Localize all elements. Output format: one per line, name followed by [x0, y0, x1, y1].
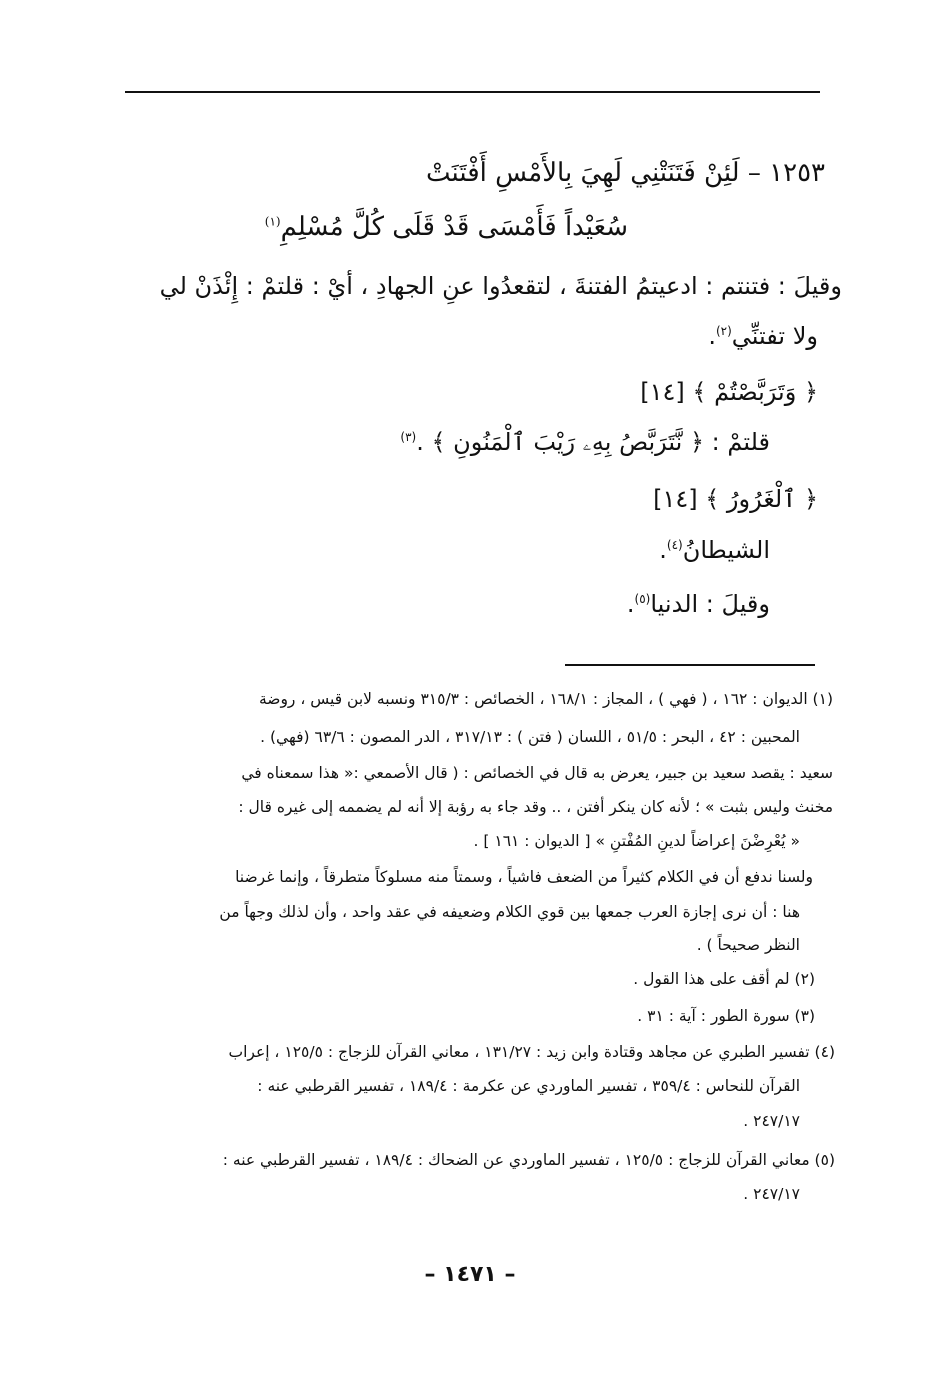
- footnote-rule: [565, 664, 815, 666]
- body-paragraph-1-line-1: وقيلَ : فتنتم : ادعيتمُ الفتنةَ ، لتقعدُوا عنِ الجهادِ ، أيْ : قلتمْ : إِئْذَنْ لي: [159, 272, 842, 300]
- footnote-ref-3: (٣): [400, 430, 417, 444]
- body-paragraph-4-text: وقيلَ : الدنيا: [650, 590, 770, 618]
- verse-line-1: ١٢٥٣ – لَئِنْ فَتَنَتْنِي لَهِيَ بِالأَمْسِ أَفْتَنَتْ: [425, 158, 825, 188]
- verse-line-2-text: سُعَيْداً فَأَمْسَى قَدْ قَلَى كُلَّ مُسْلِمِ: [280, 212, 628, 242]
- body-paragraph-3: الشيطانُ$^{(٤)}$.: [659, 536, 770, 564]
- footnote-2: (٢) لم أقف على هذا القول .: [633, 970, 815, 988]
- footnote-ref-1: (١): [264, 214, 281, 229]
- body-paragraph-1-line-2-text: ولا تفتنِّي: [731, 322, 818, 350]
- footnote-1-line-2: المحبين : ٤٢ ، البحر : ٥١/٥ ، اللسان ( فتن ) : ٣١٧/١٣ ، الدر المصون : ٦٣/٦ (فهي) .: [260, 728, 800, 746]
- body-paragraph-1-line-2-end: .: [708, 322, 716, 350]
- footnote-ref-5: (٥): [634, 592, 651, 606]
- footnote-ref-4: (٤): [666, 538, 683, 552]
- footnote-1-line-3: سعيد : يقصد سعيد بن جبير، يعرض به قال في الخصائص : ( قال الأصمعي :« هذا سمعناه في: [241, 764, 833, 782]
- verse-line-2: [265, 212, 628, 242]
- footnote-1-line-7: هنا : أن نرى إجازة العرب جمعها بين قوي الكلام وضعيفه في عقد واحد ، وأن لذلك وجهاً من: [219, 903, 800, 921]
- body-paragraph-1-line-2: [708, 322, 818, 350]
- footnote-4-line-1: (٤) تفسير الطبري عن مجاهد وقتادة وابن زيد : ١٣١/٢٧ ، معاني القرآن للزجاج : ١٢٥/٥ ، إعراب: [228, 1043, 835, 1061]
- header-rule: [125, 91, 820, 93]
- footnote-4-line-3: ٢٤٧/١٧ .: [743, 1112, 800, 1130]
- footnote-ref-2: (٢): [715, 324, 732, 338]
- footnote-3: (٣) سورة الطور : آية : ٣١ .: [637, 1007, 815, 1025]
- footnote-1-line-4: مخنث وليس بثبت » ؛ لأنه كان ينكر أفتن ، .. وقد جاء به رؤبة إلا أنه لم يضممه إلى غيره قال :: [238, 798, 833, 816]
- body-paragraph-2-text: قلتمْ : ﴿ نَّتَرَبَّصُ بِهِۦ رَيْبَ ٱلْمَنُونِ ﴾ .: [416, 428, 770, 456]
- footnote-1-line-6: ولسنا ندفع أن في الكلام كثيراً من الضعف فاشياً ، وسمتاً منه مسلوكاً متطرقاً ، وإنما غرضنا: [235, 868, 813, 886]
- footnote-4-line-2: القرآن للنحاس : ٣٥٩/٤ ، تفسير الماوردي عن عكرمة : ١٨٩/٤ ، تفسير القرطبي عنه :: [257, 1077, 800, 1095]
- footnote-1-line-1: (١) الديوان : ١٦٢ ، ( فهي ) ، المجاز : ١٦٨/١ ، الخصائص : ٣١٥/٣ ونسبه لابن قيس ، روضة: [258, 690, 833, 708]
- footnote-5-line-1: (٥) معاني القرآن للزجاج : ١٢٥/٥ ، تفسير الماوردي عن الضحاك : ١٨٩/٤ ، تفسير القرطبي عنه :: [222, 1151, 835, 1169]
- footnote-1-line-8: النظر صحيحاً ) .: [696, 936, 800, 954]
- footnote-5-line-2: ٢٤٧/١٧ .: [743, 1185, 800, 1203]
- quranic-heading-1: ﴿ وَتَرَبَّصْتُمْ ﴾ [١٤]: [640, 378, 818, 406]
- body-paragraph-2: [400, 428, 770, 456]
- quranic-heading-2: ﴿ ٱلْغَرُورُ ﴾ [١٤]: [653, 485, 818, 513]
- footnote-1-line-5: « يُعْرِضْنَ إعراضاً لدينِ المُفْتنِ » [ الديوان : ١٦١ ] .: [473, 832, 800, 850]
- page-number: – ١٤٧١ –: [424, 1262, 516, 1287]
- body-paragraph-4: وقيلَ : الدنيا$^{(٥)}$.: [626, 590, 770, 618]
- body-paragraph-3-text: الشيطانُ: [682, 536, 770, 564]
